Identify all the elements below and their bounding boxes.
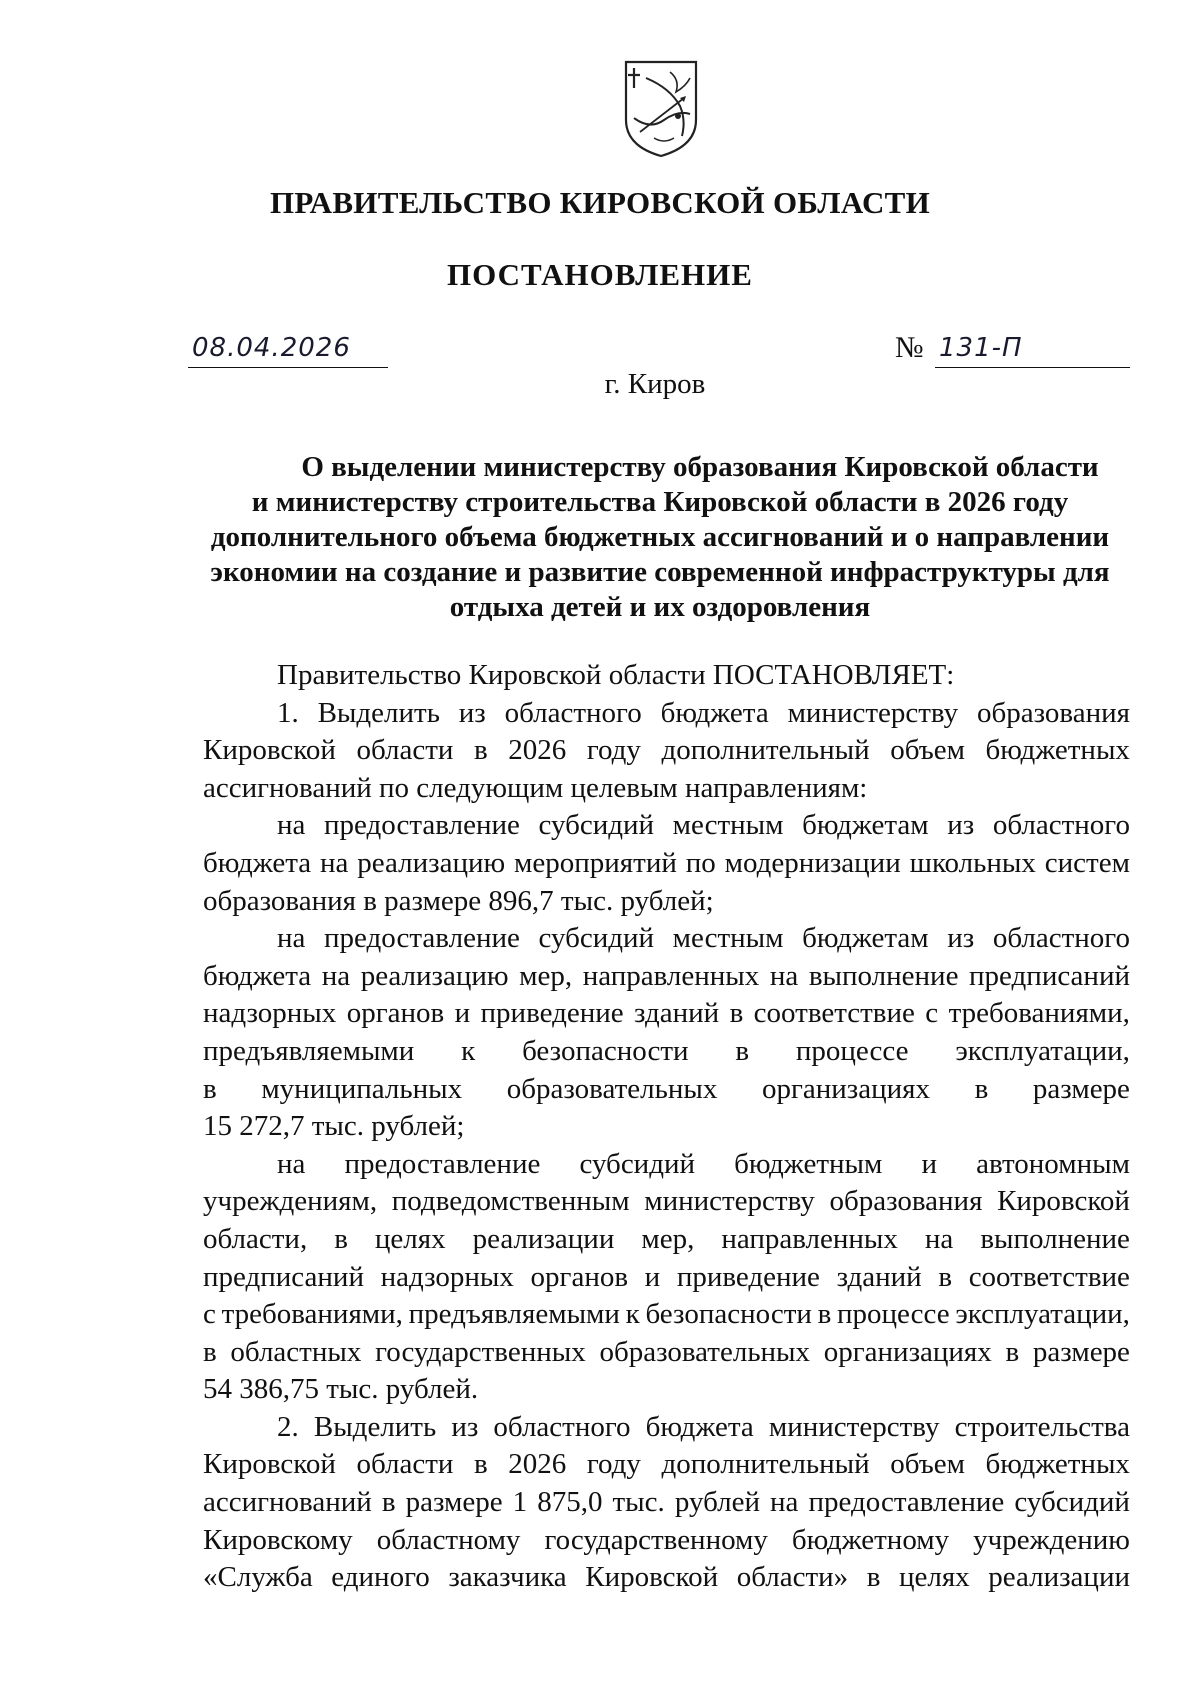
body-line: 2. Выделить из областного бюджета министерству строительства xyxy=(277,1410,1130,1443)
body-line: бюджета на реализацию мер, направленных на выполнение предписаний xyxy=(203,959,1130,992)
coat-of-arms-icon xyxy=(620,58,702,158)
title-line: О выделении министерству образования Кировской области xyxy=(301,451,1099,483)
body-line: ассигнований в размере 1 875,0 тыс. рублей на предоставление субсидий xyxy=(203,1486,1130,1519)
title-line: экономии на создание и развитие современной инфраструктуры для xyxy=(210,556,1110,588)
city: г. Киров xyxy=(604,368,706,400)
number-label: № xyxy=(895,331,924,364)
number-field xyxy=(935,333,1130,368)
body-line: на предоставление субсидий местным бюджетам из областного xyxy=(277,922,1130,955)
body-line: в муниципальных образовательных организациях в размере xyxy=(203,1072,1130,1105)
paragraph-1 xyxy=(203,695,1130,808)
body-line: области, в целях реализации мер, направленных на выполнение xyxy=(203,1222,1130,1255)
body-line: Кировской области в 2026 году дополнительный объем бюджетных xyxy=(203,734,1130,767)
body-line: в областных государственных образовательных организациях в размере xyxy=(203,1335,1130,1368)
body-line: бюджета на реализацию мероприятий по модернизации школьных систем xyxy=(203,846,1130,879)
document-type: ПОСТАНОВЛЕНИЕ xyxy=(447,257,753,292)
body-line: Кировскому областному государственному бюджетному учреждению xyxy=(203,1523,1130,1556)
body-line: на предоставление субсидий бюджетным и автономным xyxy=(277,1147,1130,1180)
title-line: отдыха детей и их оздоровления xyxy=(449,591,871,623)
body-line: на предоставление субсидий местным бюджетам из областного xyxy=(277,809,1130,842)
paragraph-2 xyxy=(203,807,1130,920)
title-line: и министерству строительства Кировской области в 2026 году xyxy=(251,486,1069,518)
handwritten-number: 131-П xyxy=(939,333,1023,363)
preamble: Правительство Кировской области ПОСТАНОВЛЯЕТ: xyxy=(277,659,955,691)
body-line: образования в размере 896,7 тыс. рублей; xyxy=(203,884,714,917)
organization-name: ПРАВИТЕЛЬСТВО КИРОВСКОЙ ОБЛАСТИ xyxy=(269,185,931,220)
body-line: 15 272,7 тыс. рублей; xyxy=(203,1110,465,1143)
document-body xyxy=(203,657,1130,1597)
title-line: дополнительного объема бюджетных ассигнований и о направлении xyxy=(210,521,1110,553)
paragraph-3 xyxy=(203,920,1130,1146)
body-line: предъявляемыми к безопасности в процессе эксплуатации, xyxy=(203,1034,1130,1067)
body-line: «Служба единого заказчика Кировской области» в целях реализации xyxy=(203,1561,1130,1594)
body-line: учреждениям, подведомственным министерству образования Кировской xyxy=(203,1185,1130,1218)
date-field xyxy=(188,333,388,368)
paragraph-5 xyxy=(203,1409,1130,1597)
body-line: предписаний надзорных органов и приведение зданий в соответствие xyxy=(203,1260,1130,1293)
body-line: 1. Выделить из областного бюджета министерству образования xyxy=(277,696,1130,729)
document-title xyxy=(200,450,1120,625)
body-line: с требованиями, предъявляемыми к безопасности в процессе эксплуатации, xyxy=(203,1298,1130,1331)
body-line: Кировской области в 2026 году дополнительный объем бюджетных xyxy=(203,1448,1130,1481)
body-line: 54 386,75 тыс. рублей. xyxy=(203,1373,479,1406)
handwritten-date: 08.04.2026 xyxy=(192,333,351,363)
body-line: надзорных органов и приведение зданий в соответствие с требованиями, xyxy=(203,997,1130,1030)
paragraph-4 xyxy=(203,1146,1130,1409)
body-line: ассигнований по следующим целевым направлениям: xyxy=(203,771,868,804)
